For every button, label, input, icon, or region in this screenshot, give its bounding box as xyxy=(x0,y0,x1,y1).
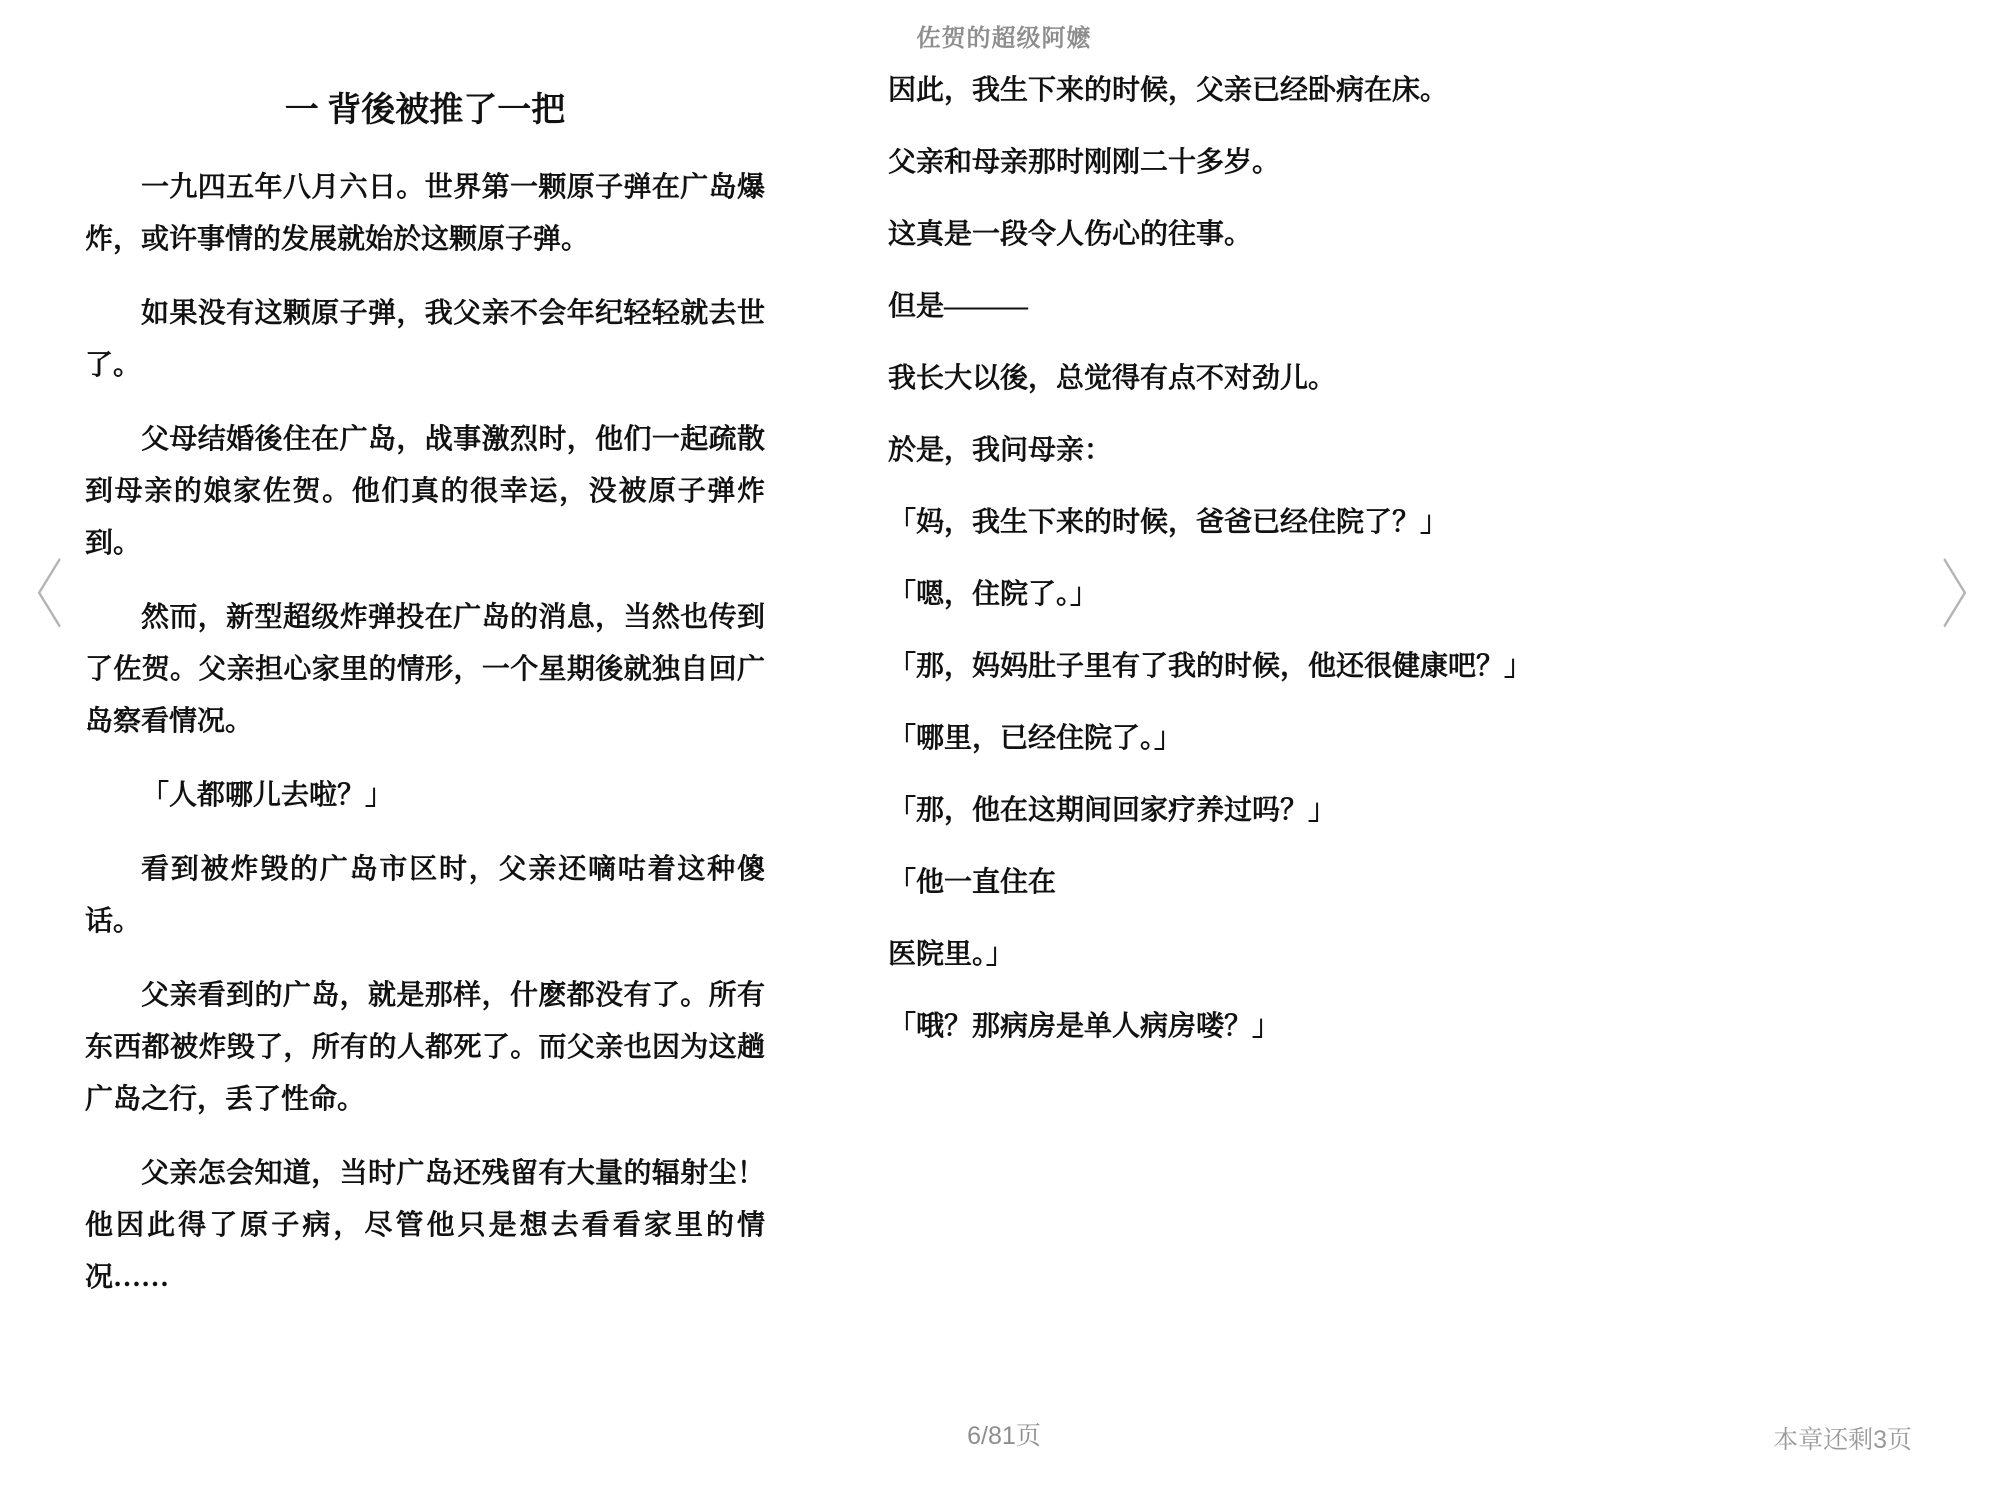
dialogue-line: 「哪里，已经住院了。」 xyxy=(888,723,1183,754)
paragraph: 父亲和母亲那时刚刚二十多岁。 xyxy=(888,147,1281,178)
paragraph: 一九四五年八月六日。世界第一颗原子弹在广岛爆炸，或许事情的发展就始於这颗原子弹。 xyxy=(85,172,765,255)
paragraph: 但是——— xyxy=(888,291,1029,322)
paragraph: 我长大以後，总觉得有点不对劲儿。 xyxy=(888,363,1337,394)
chapter-title: 一 背後被推了一把 xyxy=(284,92,566,129)
paragraph: 父母结婚後住在广岛，战事激烈时，他们一起疏散到母亲的娘家佐贺。他们真的很幸运，没被原子弹炸到。 xyxy=(85,424,765,559)
paragraph: 如果没有这颗原子弹，我父亲不会年纪轻轻就去世了。 xyxy=(85,298,765,381)
book-title: 佐贺的超级阿嬷 xyxy=(916,25,1092,52)
dialogue-line: 「妈，我生下来的时候，爸爸已经住院了？」 xyxy=(888,507,1449,538)
dialogue-line: 「嗯，住院了。」 xyxy=(888,579,1099,610)
chevron-left-icon: 〈 xyxy=(9,554,63,637)
paragraph: 因此，我生下来的时候，父亲已经卧病在床。 xyxy=(888,75,1449,106)
prev-page-button[interactable] xyxy=(6,548,66,644)
paragraph: 看到被炸毁的广岛市区时，父亲还嘀咕着这种傻话。 xyxy=(85,854,765,937)
next-page-button[interactable] xyxy=(1938,548,1998,644)
chevron-right-icon: 〉 xyxy=(1941,554,1995,637)
paragraph: 於是，我问母亲： xyxy=(888,435,1113,466)
dialogue-line: 医院里。」 xyxy=(888,939,1015,970)
paragraph: 父亲怎会知道，当时广岛还残留有大量的辐射尘！他因此得了原子病，尽管他只是想去看看家里的情况…… xyxy=(85,1158,765,1293)
dialogue-line: 「那，妈妈肚子里有了我的时候，他还很健康吧？」 xyxy=(888,651,1533,682)
dialogue-line: 「他一直住在 xyxy=(888,867,1057,898)
left-page-column xyxy=(85,86,765,1326)
dialogue-line: 「人都哪儿去啦？」 xyxy=(141,780,394,811)
page-indicator: 6/81页 xyxy=(967,1422,1041,1450)
paragraph: 这真是一段令人伤心的往事。 xyxy=(888,219,1253,250)
chapter-remaining-label: 本章还剩3页 xyxy=(1773,1426,1912,1454)
paragraph: 然而，新型超级炸弹投在广岛的消息，当然也传到了佐贺。父亲担心家里的情形，一个星期後就独自回广岛察看情况。 xyxy=(85,602,765,737)
paragraph: 父亲看到的广岛，就是那样，什麽都没有了。所有东西都被炸毁了，所有的人都死了。而父亲也因为这趟广岛之行，丢了性命。 xyxy=(85,980,765,1115)
right-page-column xyxy=(888,66,1568,1074)
dialogue-line: 「那，他在这期间回家疗养过吗？」 xyxy=(888,795,1337,826)
dialogue-line: 「哦？那病房是单人病房喽？」 xyxy=(888,1011,1281,1042)
